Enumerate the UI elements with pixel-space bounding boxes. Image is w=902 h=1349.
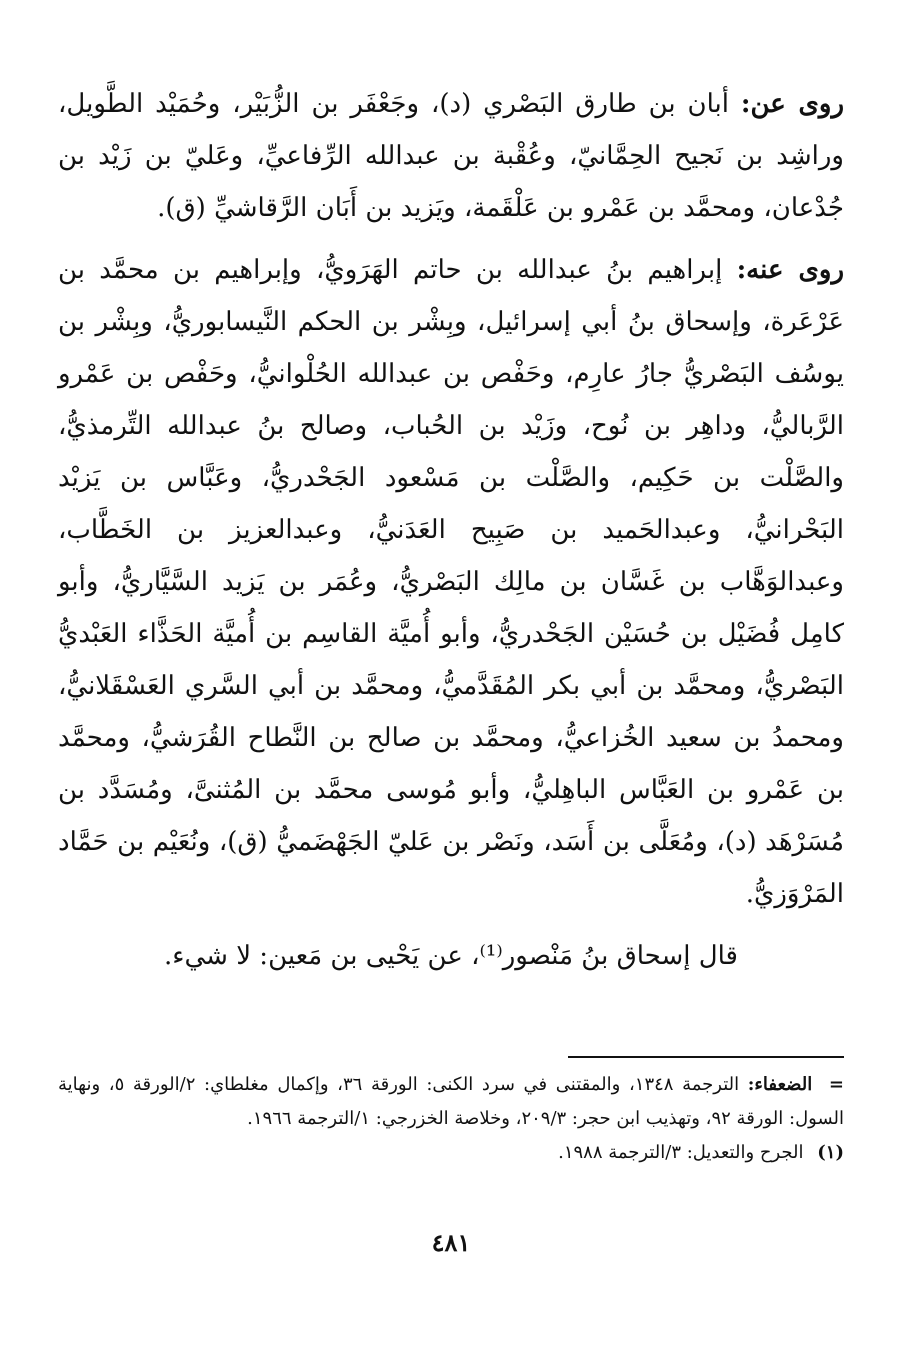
footnote-1 — [58, 1136, 844, 1170]
narrated-from-text: أبان بن طارق البَصْري (د)، وجَعْفَر بن الزُّبَيْر، وحُمَيْد الطَّويل، وراشِد بن نَجيح الحِمَّانيّ، وعُقْبة بن عبدالله الرِّفاعيِّ، وعَليّ بن زَيْد بن جُدْعان، ومحمَّد بن عَمْرو بن عَلْقَمة، ويَزيد بن أَبَان الرَّقاشيِّ (ق). — [58, 89, 844, 223]
narrators-from-him-heading: روى عنه: — [736, 255, 844, 285]
page-body — [58, 78, 844, 1257]
continuation-label: الضعفاء: — [747, 1074, 813, 1095]
narrators-from-him-text: إبراهيم بنُ عبدالله بن حاتم الهَرَويُّ، وإبراهيم بن محمَّد بن عَرْعَرة، وإسحاق بنُ أبي إسرائيل، وبِشْر بن الحكم النَّيسابوريُّ، وبِشْر بن يوسُف البَصْريُّ جارُ عارِم، وحَفْص بن عبدالله الحُلْوانيُّ، وحَفْص بن عَمْرو الرَّباليُّ، وداهِر بن نُوح، وزَيْد بن الحُباب، وصالح بنُ عبدالله التِّرمذيُّ، والصَّلْت بن حَكِيم، والصَّلْت بن مَسْعود الجَحْدريُّ، وعَبَّاس بن يَزيْد البَحْرانيُّ، وعبدالحَميد بن صَبِيح العَدَنيُّ، وعبدالعزيز بن الخَطَّاب، وعبدالوَهَّاب بن غَسَّان بن مالِك البَصْريُّ، وعُمَر بن يَزيد السَّيَّاريُّ، وأبو كامِل فُضَيْل بن حُسَيْن الجَحْدريُّ، وأبو أُميَّة القاسِم بن أُميَّة الحَذَّاء العَبْديُّ البَصْريُّ، ومحمَّد بن أبي بكر المُقَدَّميُّ، ومحمَّد بن أبي السَّري العَسْقَلانيُّ، ومحمدُ بن سعيد الخُزاعيُّ، ومحمَّد بن صالح بن النَّطاح القُرَشيُّ، ومحمَّد بن عَمْرو بن العَبَّاس الباهِليُّ، وأبو مُوسى محمَّد بن المُثنىَّ، ومُسَدَّد بن مُسَرْهَد (د)، ومُعَلَّى بن أَسَد، ونَصْر بن عَليّ الجَهْضَميُّ (ق)، ونُعَيْم بن حَمَّاد المَرْوَزيُّ. — [58, 255, 844, 909]
footnote-1-mark: (١) — [817, 1142, 844, 1163]
narrators-from-him-paragraph — [58, 244, 844, 920]
narrated-from-heading: روى عن: — [740, 89, 844, 119]
footnote-1-text: الجرح والتعديل: ٣/الترجمة ١٩٨٨. — [558, 1142, 804, 1163]
footnotes — [58, 1068, 844, 1170]
continuation-text: الترجمة ١٣٤٨، والمقتنى في سرد الكنى: الورقة ٣٦، وإكمال مغلطاي: ٢/الورقة ٥، ونهاية السول: الورقة ٩٢، وتهذيب ابن حجر: ٢٠٩/٣، وخلاصة الخزرجي: ١/الترجمة ١٩٦٦. — [58, 1074, 844, 1129]
footnote-divider — [568, 1056, 844, 1058]
narrated-from-paragraph — [58, 78, 844, 234]
footnote-continuation — [58, 1068, 844, 1136]
continuation-mark: = — [828, 1074, 844, 1095]
statement-paragraph: قال إسحاق بنُ مَنْصور⁽¹⁾، عن يَحْيى بن مَعين: لا شيء. — [164, 941, 738, 971]
page-number: ٤٨١ — [431, 1228, 471, 1257]
